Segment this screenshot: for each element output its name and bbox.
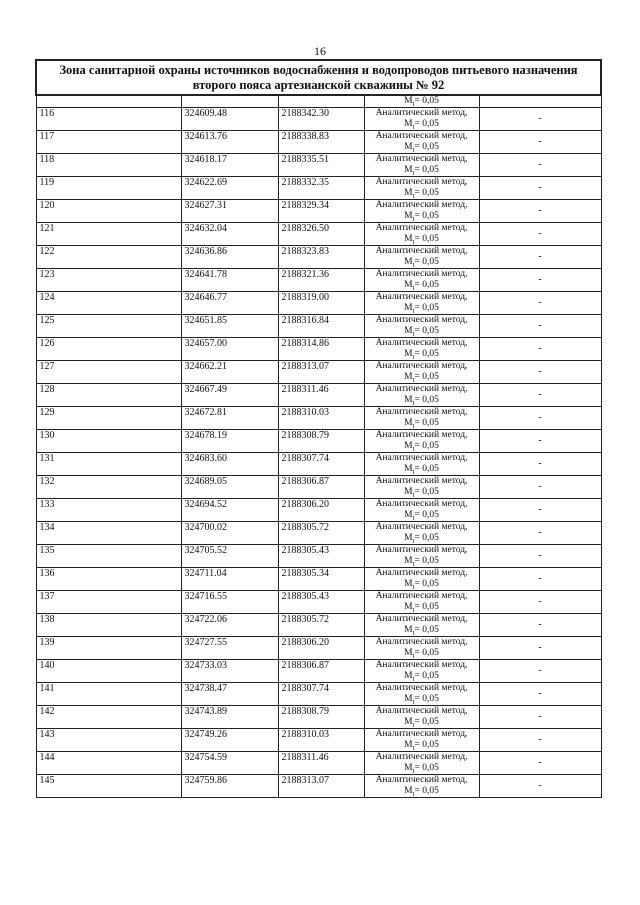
cell-note: - <box>479 200 601 223</box>
method-name: Аналитический метод, <box>375 752 468 762</box>
cell-note: - <box>479 637 601 660</box>
cell-y: 2188313.07 <box>278 361 364 384</box>
method-coefficient: $M_t= 0,05$ <box>404 211 439 223</box>
method-name: Аналитический метод, <box>375 637 468 647</box>
cell-note: - <box>479 775 601 798</box>
method-name: Аналитический метод, <box>375 522 468 532</box>
cell-x: 324613.76 <box>181 131 278 154</box>
cell-x: 324641.78 <box>181 269 278 292</box>
method-name: Аналитический метод, <box>375 315 468 325</box>
cell-method <box>364 95 479 108</box>
cell-method <box>364 223 479 246</box>
method-coefficient: $M_t= 0,05$ <box>404 487 439 499</box>
cell-y: 2188310.03 <box>278 407 364 430</box>
table-title-row <box>36 60 601 95</box>
method-name: Аналитический метод, <box>375 154 468 164</box>
table-title <box>36 60 601 95</box>
cell-y: 2188306.20 <box>278 499 364 522</box>
method-coefficient: $M_t= 0,05$ <box>404 763 439 775</box>
cell-method <box>364 407 479 430</box>
table-row <box>36 522 601 545</box>
cell-number: 119 <box>36 177 181 200</box>
method-name: Аналитический метод, <box>375 614 468 624</box>
table-row <box>36 499 601 522</box>
cell-number: 143 <box>36 729 181 752</box>
table-row <box>36 775 601 798</box>
method-name: Аналитический метод, <box>375 430 468 440</box>
table-row <box>36 384 601 407</box>
method-name: Аналитический метод, <box>375 108 468 118</box>
cell-note: - <box>479 729 601 752</box>
cell-x: 324662.21 <box>181 361 278 384</box>
cell-x: 324705.52 <box>181 545 278 568</box>
cell-x: 324636.86 <box>181 246 278 269</box>
cell-note: - <box>479 453 601 476</box>
cell-x: 324754.59 <box>181 752 278 775</box>
cell-y: 2188311.46 <box>278 384 364 407</box>
method-name: Аналитический метод, <box>375 476 468 486</box>
cell-number: 137 <box>36 591 181 614</box>
table-row <box>36 177 601 200</box>
cell-y: 2188305.72 <box>278 614 364 637</box>
cell-y: 2188306.87 <box>278 476 364 499</box>
cell-note: - <box>479 476 601 499</box>
method-name: Аналитический метод, <box>375 384 468 394</box>
cell-method <box>364 660 479 683</box>
table-row <box>36 131 601 154</box>
cell-x: 324618.17 <box>181 154 278 177</box>
cell-x: 324609.48 <box>181 108 278 131</box>
table-row <box>36 338 601 361</box>
cell-note: - <box>479 407 601 430</box>
cell-method <box>364 752 479 775</box>
method-coefficient: $M_t= 0,05$ <box>404 579 439 591</box>
table-row <box>36 683 601 706</box>
method-coefficient: $M_t= 0,05$ <box>404 441 439 453</box>
cell-number: 142 <box>36 706 181 729</box>
cell-y: 2188308.79 <box>278 430 364 453</box>
cell-note: - <box>479 361 601 384</box>
table-row <box>36 223 601 246</box>
method-coefficient: $M_t= 0,05$ <box>404 694 439 706</box>
cell-note: - <box>479 131 601 154</box>
cell-note: - <box>479 660 601 683</box>
method-coefficient: $M_t= 0,05$ <box>404 119 439 131</box>
cell-y: 2188323.83 <box>278 246 364 269</box>
table-row <box>36 545 601 568</box>
cell-x: 324683.60 <box>181 453 278 476</box>
table-row <box>36 453 601 476</box>
cell-number: 133 <box>36 499 181 522</box>
cell-note: - <box>479 568 601 591</box>
cell-y: 2188305.43 <box>278 591 364 614</box>
cell-note: - <box>479 246 601 269</box>
cell-x: 324711.04 <box>181 568 278 591</box>
cell-method <box>364 453 479 476</box>
cell-number: 121 <box>36 223 181 246</box>
cell-number: 132 <box>36 476 181 499</box>
cell-method <box>364 361 479 384</box>
cell-y: 2188307.74 <box>278 683 364 706</box>
cell-method <box>364 499 479 522</box>
cell-y: 2188313.07 <box>278 775 364 798</box>
method-coefficient: $M_t= 0,05$ <box>404 96 439 108</box>
cell-y: 2188342.30 <box>278 108 364 131</box>
cell-number: 127 <box>36 361 181 384</box>
cell-number: 145 <box>36 775 181 798</box>
cell-x: 324738.47 <box>181 683 278 706</box>
cell-number: 131 <box>36 453 181 476</box>
table-row <box>36 430 601 453</box>
cell-y: 2188310.03 <box>278 729 364 752</box>
method-name: Аналитический метод, <box>375 177 468 187</box>
cell-y: 2188338.83 <box>278 131 364 154</box>
continued-row <box>36 95 601 108</box>
cell-x: 324657.00 <box>181 338 278 361</box>
title-line-2: второго пояса артезианской скважины № 92 <box>192 77 445 92</box>
method-coefficient: $M_t= 0,05$ <box>404 418 439 430</box>
cell-note: - <box>479 614 601 637</box>
table-row <box>36 315 601 338</box>
method-name: Аналитический метод, <box>375 131 468 141</box>
cell-y: 2188329.34 <box>278 200 364 223</box>
method-coefficient: $M_t= 0,05$ <box>404 602 439 614</box>
method-name: Аналитический метод, <box>375 775 468 785</box>
cell-y: 2188332.35 <box>278 177 364 200</box>
cell-x: 324722.06 <box>181 614 278 637</box>
method-coefficient: $M_t= 0,05$ <box>404 188 439 200</box>
method-name: Аналитический метод, <box>375 660 468 670</box>
method-coefficient: $M_t= 0,05$ <box>404 533 439 545</box>
cell-method <box>364 545 479 568</box>
cell-note: - <box>479 269 601 292</box>
table-row <box>36 269 601 292</box>
method-coefficient: $M_t= 0,05$ <box>404 464 439 476</box>
table-row <box>36 752 601 775</box>
cell-number: 118 <box>36 154 181 177</box>
cell-x: 324627.31 <box>181 200 278 223</box>
table-row <box>36 637 601 660</box>
cell-note: - <box>479 430 601 453</box>
cell-note: - <box>479 545 601 568</box>
cell-note: - <box>479 108 601 131</box>
cell-x: 324694.52 <box>181 499 278 522</box>
cell-number: 144 <box>36 752 181 775</box>
cell-x: 324689.05 <box>181 476 278 499</box>
cell-number: 139 <box>36 637 181 660</box>
cell-number: 122 <box>36 246 181 269</box>
cell-x: 324733.03 <box>181 660 278 683</box>
cell-number: 138 <box>36 614 181 637</box>
cell-method <box>364 108 479 131</box>
cell-method <box>364 177 479 200</box>
method-name: Аналитический метод, <box>375 568 468 578</box>
cell-note: - <box>479 591 601 614</box>
table-row <box>36 108 601 131</box>
method-coefficient: $M_t= 0,05$ <box>404 326 439 338</box>
cell-x: 324743.89 <box>181 706 278 729</box>
cell-note <box>479 95 601 108</box>
cell-method <box>364 568 479 591</box>
table-row <box>36 729 601 752</box>
cell-number: 140 <box>36 660 181 683</box>
method-coefficient: $M_t= 0,05$ <box>404 786 439 798</box>
cell-y: 2188335.51 <box>278 154 364 177</box>
table-row <box>36 591 601 614</box>
method-coefficient: $M_t= 0,05$ <box>404 740 439 752</box>
method-coefficient: $M_t= 0,05$ <box>404 510 439 522</box>
method-coefficient: $M_t= 0,05$ <box>404 671 439 683</box>
method-coefficient: $M_t= 0,05$ <box>404 349 439 361</box>
cell-note: - <box>479 706 601 729</box>
method-name: Аналитический метод, <box>375 591 468 601</box>
cell-x: 324678.19 <box>181 430 278 453</box>
cell-note: - <box>479 338 601 361</box>
cell-x: 324622.69 <box>181 177 278 200</box>
cell-y: 2188305.43 <box>278 545 364 568</box>
cell-x: 324632.04 <box>181 223 278 246</box>
method-coefficient: $M_t= 0,05$ <box>404 625 439 637</box>
cell-method <box>364 269 479 292</box>
cell-method <box>364 591 479 614</box>
cell-method <box>364 200 479 223</box>
method-coefficient: $M_t= 0,05$ <box>404 372 439 384</box>
cell-method <box>364 131 479 154</box>
cell-y: 2188314.86 <box>278 338 364 361</box>
cell-note: - <box>479 499 601 522</box>
cell-y: 2188306.20 <box>278 637 364 660</box>
method-coefficient: $M_t= 0,05$ <box>404 717 439 729</box>
cell-x: 324667.49 <box>181 384 278 407</box>
cell-method <box>364 154 479 177</box>
method-coefficient: $M_t= 0,05$ <box>404 648 439 660</box>
method-name: Аналитический метод, <box>375 200 468 210</box>
cell-number <box>36 95 181 108</box>
method-coefficient: $M_t= 0,05$ <box>404 234 439 246</box>
cell-method <box>364 706 479 729</box>
cell-x: 324749.26 <box>181 729 278 752</box>
cell-method <box>364 522 479 545</box>
cell-note: - <box>479 752 601 775</box>
method-name: Аналитический метод, <box>375 683 468 693</box>
method-name: Аналитический метод, <box>375 499 468 509</box>
cell-y: 2188305.34 <box>278 568 364 591</box>
cell-note: - <box>479 315 601 338</box>
method-coefficient: $M_t= 0,05$ <box>404 257 439 269</box>
cell-number: 124 <box>36 292 181 315</box>
cell-number: 130 <box>36 430 181 453</box>
cell-method <box>364 683 479 706</box>
cell-x: 324759.86 <box>181 775 278 798</box>
cell-y: 2188326.50 <box>278 223 364 246</box>
cell-note: - <box>479 522 601 545</box>
method-name: Аналитический метод, <box>375 246 468 256</box>
cell-y: 2188308.79 <box>278 706 364 729</box>
table-row <box>36 154 601 177</box>
method-coefficient: $M_t= 0,05$ <box>404 280 439 292</box>
cell-number: 135 <box>36 545 181 568</box>
cell-method <box>364 384 479 407</box>
table-row <box>36 614 601 637</box>
cell-y: 2188321.36 <box>278 269 364 292</box>
cell-number: 116 <box>36 108 181 131</box>
method-name: Аналитический метод, <box>375 361 468 371</box>
method-coefficient: $M_t= 0,05$ <box>404 395 439 407</box>
cell-y <box>278 95 364 108</box>
table-row <box>36 660 601 683</box>
method-name: Аналитический метод, <box>375 729 468 739</box>
cell-number: 117 <box>36 131 181 154</box>
cell-number: 120 <box>36 200 181 223</box>
method-name: Аналитический метод, <box>375 545 468 555</box>
method-name: Аналитический метод, <box>375 338 468 348</box>
cell-method <box>364 476 479 499</box>
cell-number: 129 <box>36 407 181 430</box>
title-line-1: Зона санитарной охраны источников водоснабжения и водопроводов питьевого назначения <box>59 62 578 77</box>
cell-number: 123 <box>36 269 181 292</box>
table-row <box>36 568 601 591</box>
cell-note: - <box>479 384 601 407</box>
cell-note: - <box>479 223 601 246</box>
cell-number: 134 <box>36 522 181 545</box>
method-name: Аналитический метод, <box>375 453 468 463</box>
cell-method <box>364 775 479 798</box>
method-coefficient: $M_t= 0,05$ <box>404 165 439 177</box>
cell-note: - <box>479 683 601 706</box>
cell-method <box>364 315 479 338</box>
cell-x: 324727.55 <box>181 637 278 660</box>
table-row <box>36 361 601 384</box>
cell-y: 2188307.74 <box>278 453 364 476</box>
method-name: Аналитический метод, <box>375 706 468 716</box>
cell-x <box>181 95 278 108</box>
page-number: 16 <box>314 44 326 58</box>
coordinates-table <box>35 59 602 798</box>
cell-x: 324700.02 <box>181 522 278 545</box>
table-row <box>36 407 601 430</box>
cell-y: 2188305.72 <box>278 522 364 545</box>
method-name: Аналитический метод, <box>375 292 468 302</box>
cell-method <box>364 614 479 637</box>
cell-number: 126 <box>36 338 181 361</box>
cell-method <box>364 338 479 361</box>
cell-x: 324716.55 <box>181 591 278 614</box>
method-name: Аналитический метод, <box>375 269 468 279</box>
cell-x: 324672.81 <box>181 407 278 430</box>
cell-note: - <box>479 177 601 200</box>
cell-y: 2188311.46 <box>278 752 364 775</box>
cell-y: 2188306.87 <box>278 660 364 683</box>
cell-x: 324651.85 <box>181 315 278 338</box>
table-row <box>36 200 601 223</box>
cell-note: - <box>479 292 601 315</box>
table-row <box>36 476 601 499</box>
cell-method <box>364 292 479 315</box>
method-coefficient: $M_t= 0,05$ <box>404 556 439 568</box>
method-coefficient: $M_t= 0,05$ <box>404 303 439 315</box>
cell-method <box>364 729 479 752</box>
cell-number: 125 <box>36 315 181 338</box>
cell-number: 128 <box>36 384 181 407</box>
cell-method <box>364 637 479 660</box>
method-name: Аналитический метод, <box>375 407 468 417</box>
cell-x: 324646.77 <box>181 292 278 315</box>
cell-number: 141 <box>36 683 181 706</box>
cell-y: 2188316.84 <box>278 315 364 338</box>
cell-method <box>364 246 479 269</box>
cell-note: - <box>479 154 601 177</box>
cell-y: 2188319.00 <box>278 292 364 315</box>
cell-method <box>364 430 479 453</box>
table-row <box>36 292 601 315</box>
cell-number: 136 <box>36 568 181 591</box>
method-coefficient: $M_t= 0,05$ <box>404 142 439 154</box>
method-name: Аналитический метод, <box>375 223 468 233</box>
table-row <box>36 246 601 269</box>
table-row <box>36 706 601 729</box>
